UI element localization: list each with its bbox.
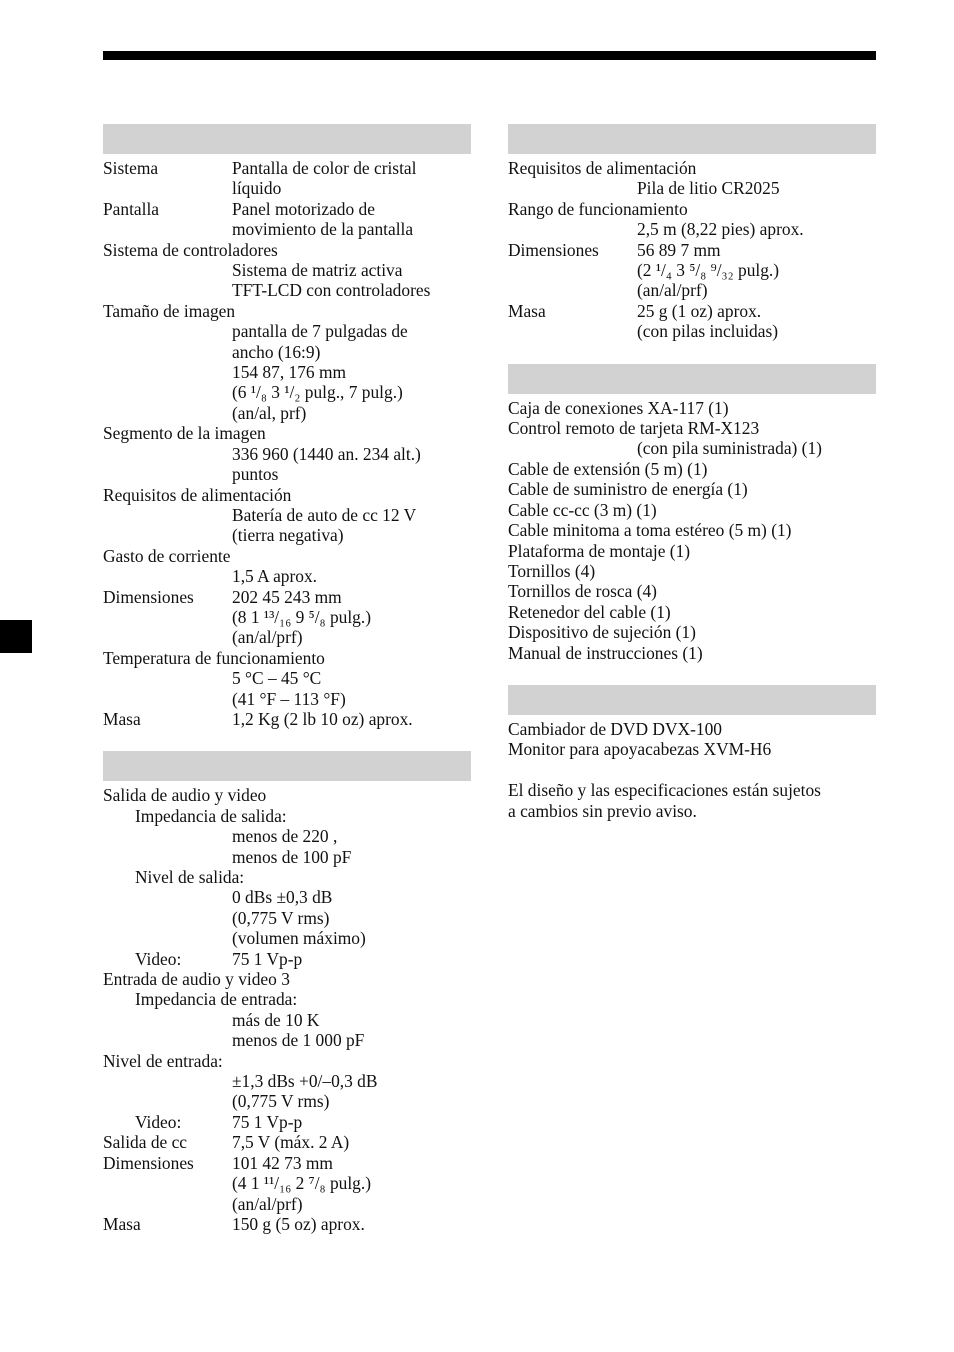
spec-label: Tamaño de imagen [103,300,236,321]
supplied-item: (con pila suministrada) (1) [637,438,822,459]
spec-row [103,158,471,199]
spec-value: más de 10 K menos de 1 000 pF [232,1009,365,1051]
top-rule [103,51,876,60]
monitor-section [103,124,471,729]
supplied-item: Cable de extensión (5 m) (1) [508,458,708,479]
spec-row [103,1112,471,1132]
spec-value: 336 960 (1440 an. 234 alt.) puntos [232,443,421,485]
optional-accessories-section [508,685,876,821]
supplied-items-list [508,394,876,663]
spec-value: (4 1 ¹¹/₁₆ 2 ⁷/₈ pulg.) (an/al/prf) [232,1173,372,1214]
spec-value: (6 ¹/₈ 3 ¹/₂ pulg., 7 pulg.) (an/al, prf) [232,382,403,423]
spec-row [103,1214,471,1234]
spec-value: 2,5 m (8,22 pies) aprox. [637,219,804,240]
remote-specs [508,154,876,342]
supplied-items-section-header-bar [508,364,876,394]
spec-value: 5 °C – 45 °C (41 °F – 113 °F) [232,668,346,709]
supplied-item: Dispositivo de sujeción (1) [508,622,696,643]
spec-label: Masa [508,300,546,321]
spec-label: Rango de funcionamiento [508,198,688,219]
supplied-items-section [508,364,876,663]
spec-value: ±1,3 dBs +0/–0,3 dB (0,775 V rms) [232,1071,378,1112]
spec-value: 202 45 243 mm [232,586,342,607]
supplied-item: Plataforma de montaje (1) [508,540,691,561]
spec-label: Video: [135,1111,182,1132]
supplied-item: Tornillos (4) [508,560,596,581]
spec-label: Sistema [103,158,159,178]
spec-value: 101 42 73 mm [232,1152,333,1173]
spec-sublabel: Impedancia de salida: [135,805,287,826]
spec-label: Entrada de audio y video 3 [103,969,290,990]
spec-row [103,1153,471,1173]
supplied-item: Manual de instrucciones (1) [508,642,703,663]
spec-label: Dimensiones [508,239,599,260]
spec-value: Panel motorizado de movimiento de la pantalla [232,198,414,240]
left-column [103,124,471,1256]
spec-label: Salida de cc [103,1132,188,1153]
spec-value: Pantalla de color de cristal líquido [232,158,417,199]
spec-row [103,949,471,969]
spec-value: menos de 220 , menos de 100 pF [232,826,352,867]
spec-label: Masa [103,708,141,729]
spacer [508,760,876,780]
spec-value: Batería de auto de cc 12 V (tierra negativa) [232,504,417,546]
remote-section-header-bar [508,124,876,154]
supplied-item: Cable de suministro de energía (1) [508,479,748,500]
spec-sublabel: Nivel de salida: [135,867,245,887]
junction-box-section-header-bar [103,751,471,781]
spec-label: Video: [135,948,182,969]
spec-value: 25 g (1 oz) aprox. (con pilas incluidas) [637,300,779,342]
spec-value: 75 1 Vp-p [232,1111,303,1132]
spec-value: 1,5 A aprox. [232,566,318,587]
spec-label: Requisitos de alimentación [508,158,697,178]
spec-row [103,1132,471,1152]
spec-label: Nivel de entrada: [103,1050,223,1071]
spec-value: 1,2 Kg (2 lb 10 oz) aprox. [232,708,413,729]
optional-item: Cambiador de DVD DVX-100 [508,718,722,739]
supplied-item: Retenedor del cable (1) [508,601,671,622]
spec-label: Salida de audio y video [103,785,267,806]
spec-sublabel: Impedancia de entrada: [135,989,298,1010]
spec-value: 56 89 7 mm [637,239,721,260]
optional-accessories-section-header-bar [508,685,876,715]
disclaimer-note: El diseño y las especificaciones están sujetos a cambios sin previo aviso. [508,780,821,821]
optional-item: Monitor para apoyacabezas XVM-H6 [508,739,772,760]
spec-label: Segmento de la imagen [103,423,266,444]
spec-value: Sistema de matriz activa TFT-LCD con controladores [232,260,431,301]
spec-value: (2 ¹/₄ 3 ⁵/₈ ⁹/₃₂ pulg.) (an/al/prf) [637,260,780,301]
optional-accessories-list [508,715,876,821]
spec-value: 75 1 Vp-p [232,948,303,969]
spec-label: Sistema de controladores [103,239,278,260]
spec-row [508,240,876,260]
junction-box-section [103,751,471,1234]
spec-label: Dimensiones [103,1152,194,1173]
spec-label: Temperatura de funcionamiento [103,647,325,668]
junction-box-specs [103,781,471,1234]
supplied-item: Caja de conexiones XA-117 (1) [508,397,729,418]
supplied-item: Cable minitoma a toma estéreo (5 m) (1) [508,520,792,541]
spec-label: Pantalla [103,198,160,219]
spec-row [508,301,876,342]
spec-row [103,709,471,729]
spec-value: 0 dBs ±0,3 dB (0,775 V rms) (volumen máximo) [232,887,366,949]
monitor-specs [103,154,471,729]
right-column [508,124,876,843]
spec-label: Dimensiones [103,586,194,607]
spec-row [103,199,471,240]
supplied-item: Cable cc-cc (3 m) (1) [508,499,657,520]
spec-value: 7,5 V (máx. 2 A) [232,1132,350,1153]
supplied-item: Control remoto de tarjeta RM-X123 [508,418,760,439]
supplied-item: Tornillos de rosca (4) [508,581,657,602]
monitor-section-header-bar [103,124,471,154]
spec-value: 150 g (5 oz) aprox. [232,1213,365,1234]
section-tab-marker [0,620,32,653]
spec-value: Pila de litio CR2025 [637,178,780,199]
spec-row [103,587,471,607]
spec-label: Gasto de corriente [103,545,231,566]
spec-value: (8 1 ¹³/₁₆ 9 ⁵/₈ pulg.) (an/al/prf) [232,606,372,648]
spec-label: Requisitos de alimentación [103,484,292,505]
remote-section [508,124,876,342]
spec-value: pantalla de 7 pulgadas de ancho (16:9) 154 87, 176 mm [232,321,408,383]
spec-label: Masa [103,1213,141,1234]
